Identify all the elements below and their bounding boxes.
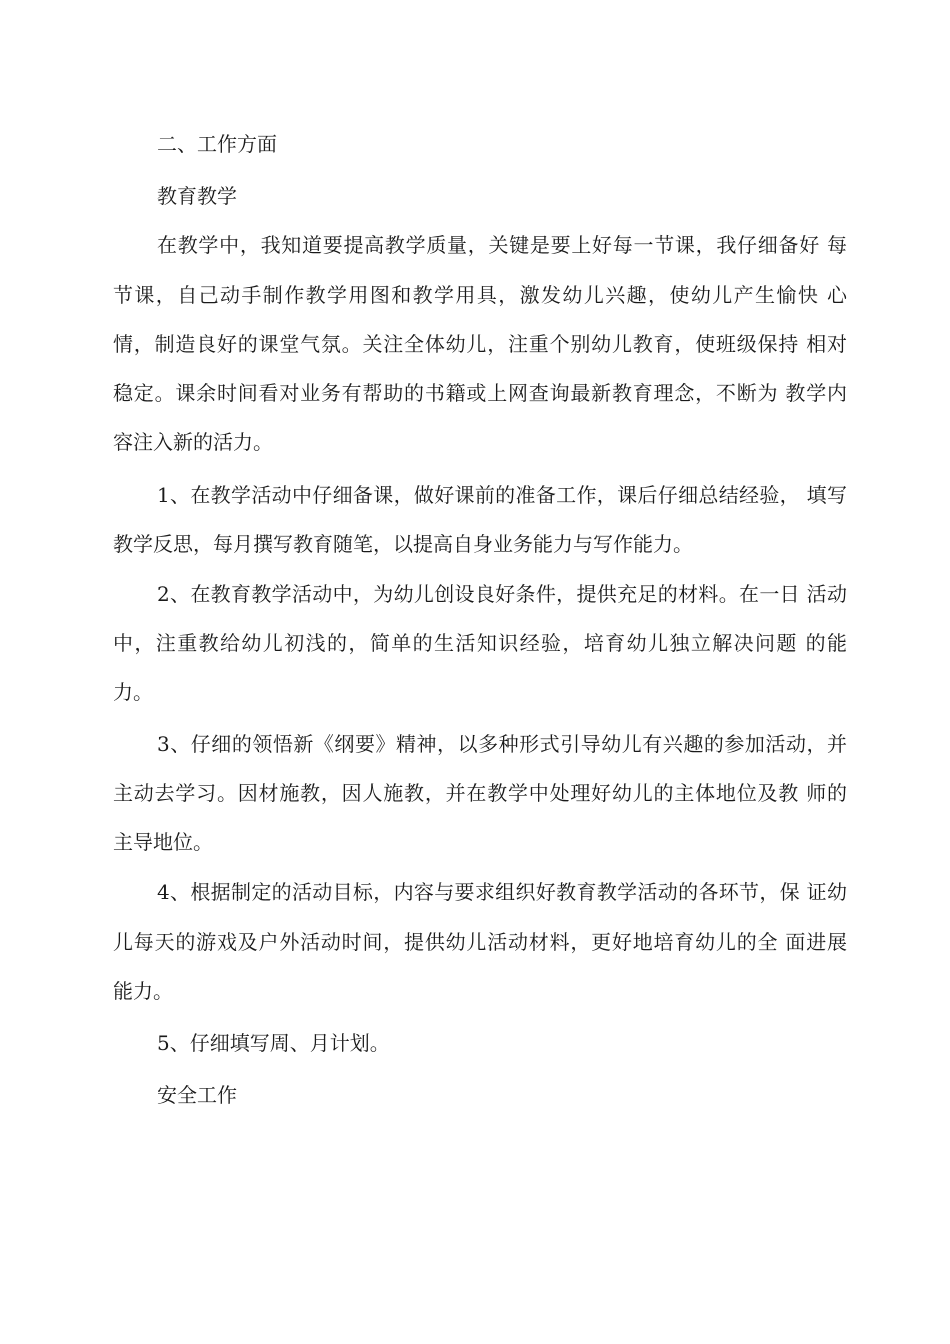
item-1-line: 教学反思，每月撰写教育随笔，以提高自身业务能力与写作能力。 — [113, 532, 693, 556]
item-4-line: 4、根据制定的活动目标，内容与要求组织好教育教学活动的各环节，保 证幼 — [157, 880, 847, 904]
subheading-safety: 安全工作 — [157, 1083, 237, 1107]
item-4-line: 能力。 — [113, 979, 173, 1003]
item-3-line: 主动去学习。因材施教，因人施教，并在教学中处理好幼儿的主体地位及教 师的 — [113, 781, 847, 805]
item-2-line: 中，注重教给幼儿初浅的，简单的生活知识经验，培育幼儿独立解决问题 的能 — [113, 631, 847, 655]
item-5-line: 5、仔细填写周、月计划。 — [157, 1031, 390, 1055]
intro-line: 容注入新的活力。 — [113, 430, 273, 454]
item-3-line: 主导地位。 — [113, 830, 213, 854]
item-4-line: 儿每天的游戏及户外活动时间，提供幼儿活动材料，更好地培育幼儿的全 面进展 — [113, 930, 847, 954]
item-1-line: 1、在教学活动中仔细备课，做好课前的准备工作，课后仔细总结经验， 填写 — [157, 483, 847, 507]
item-2-line: 力。 — [113, 680, 153, 704]
intro-line: 在教学中，我知道要提高教学质量，关键是要上好每一节课，我仔细备好 每 — [157, 233, 847, 257]
item-3-line: 3、仔细的领悟新《纲要》精神，以多种形式引导幼儿有兴趣的参加活动，并 — [157, 732, 847, 756]
section-heading: 二、工作方面 — [157, 132, 277, 156]
intro-line: 稳定。课余时间看对业务有帮助的书籍或上网查询最新教育理念，不断为 教学内 — [113, 381, 847, 405]
intro-line: 情，制造良好的课堂气氛。关注全体幼儿，注重个别幼儿教育，使班级保持 相对 — [113, 332, 847, 356]
intro-line: 节课，自己动手制作教学用图和教学用具，激发幼儿兴趣，使幼儿产生愉快 心 — [113, 283, 847, 307]
item-2-line: 2、在教育教学活动中，为幼儿创设良好条件，提供充足的材料。在一日 活动 — [157, 582, 847, 606]
subheading-teaching: 教育教学 — [157, 184, 237, 208]
